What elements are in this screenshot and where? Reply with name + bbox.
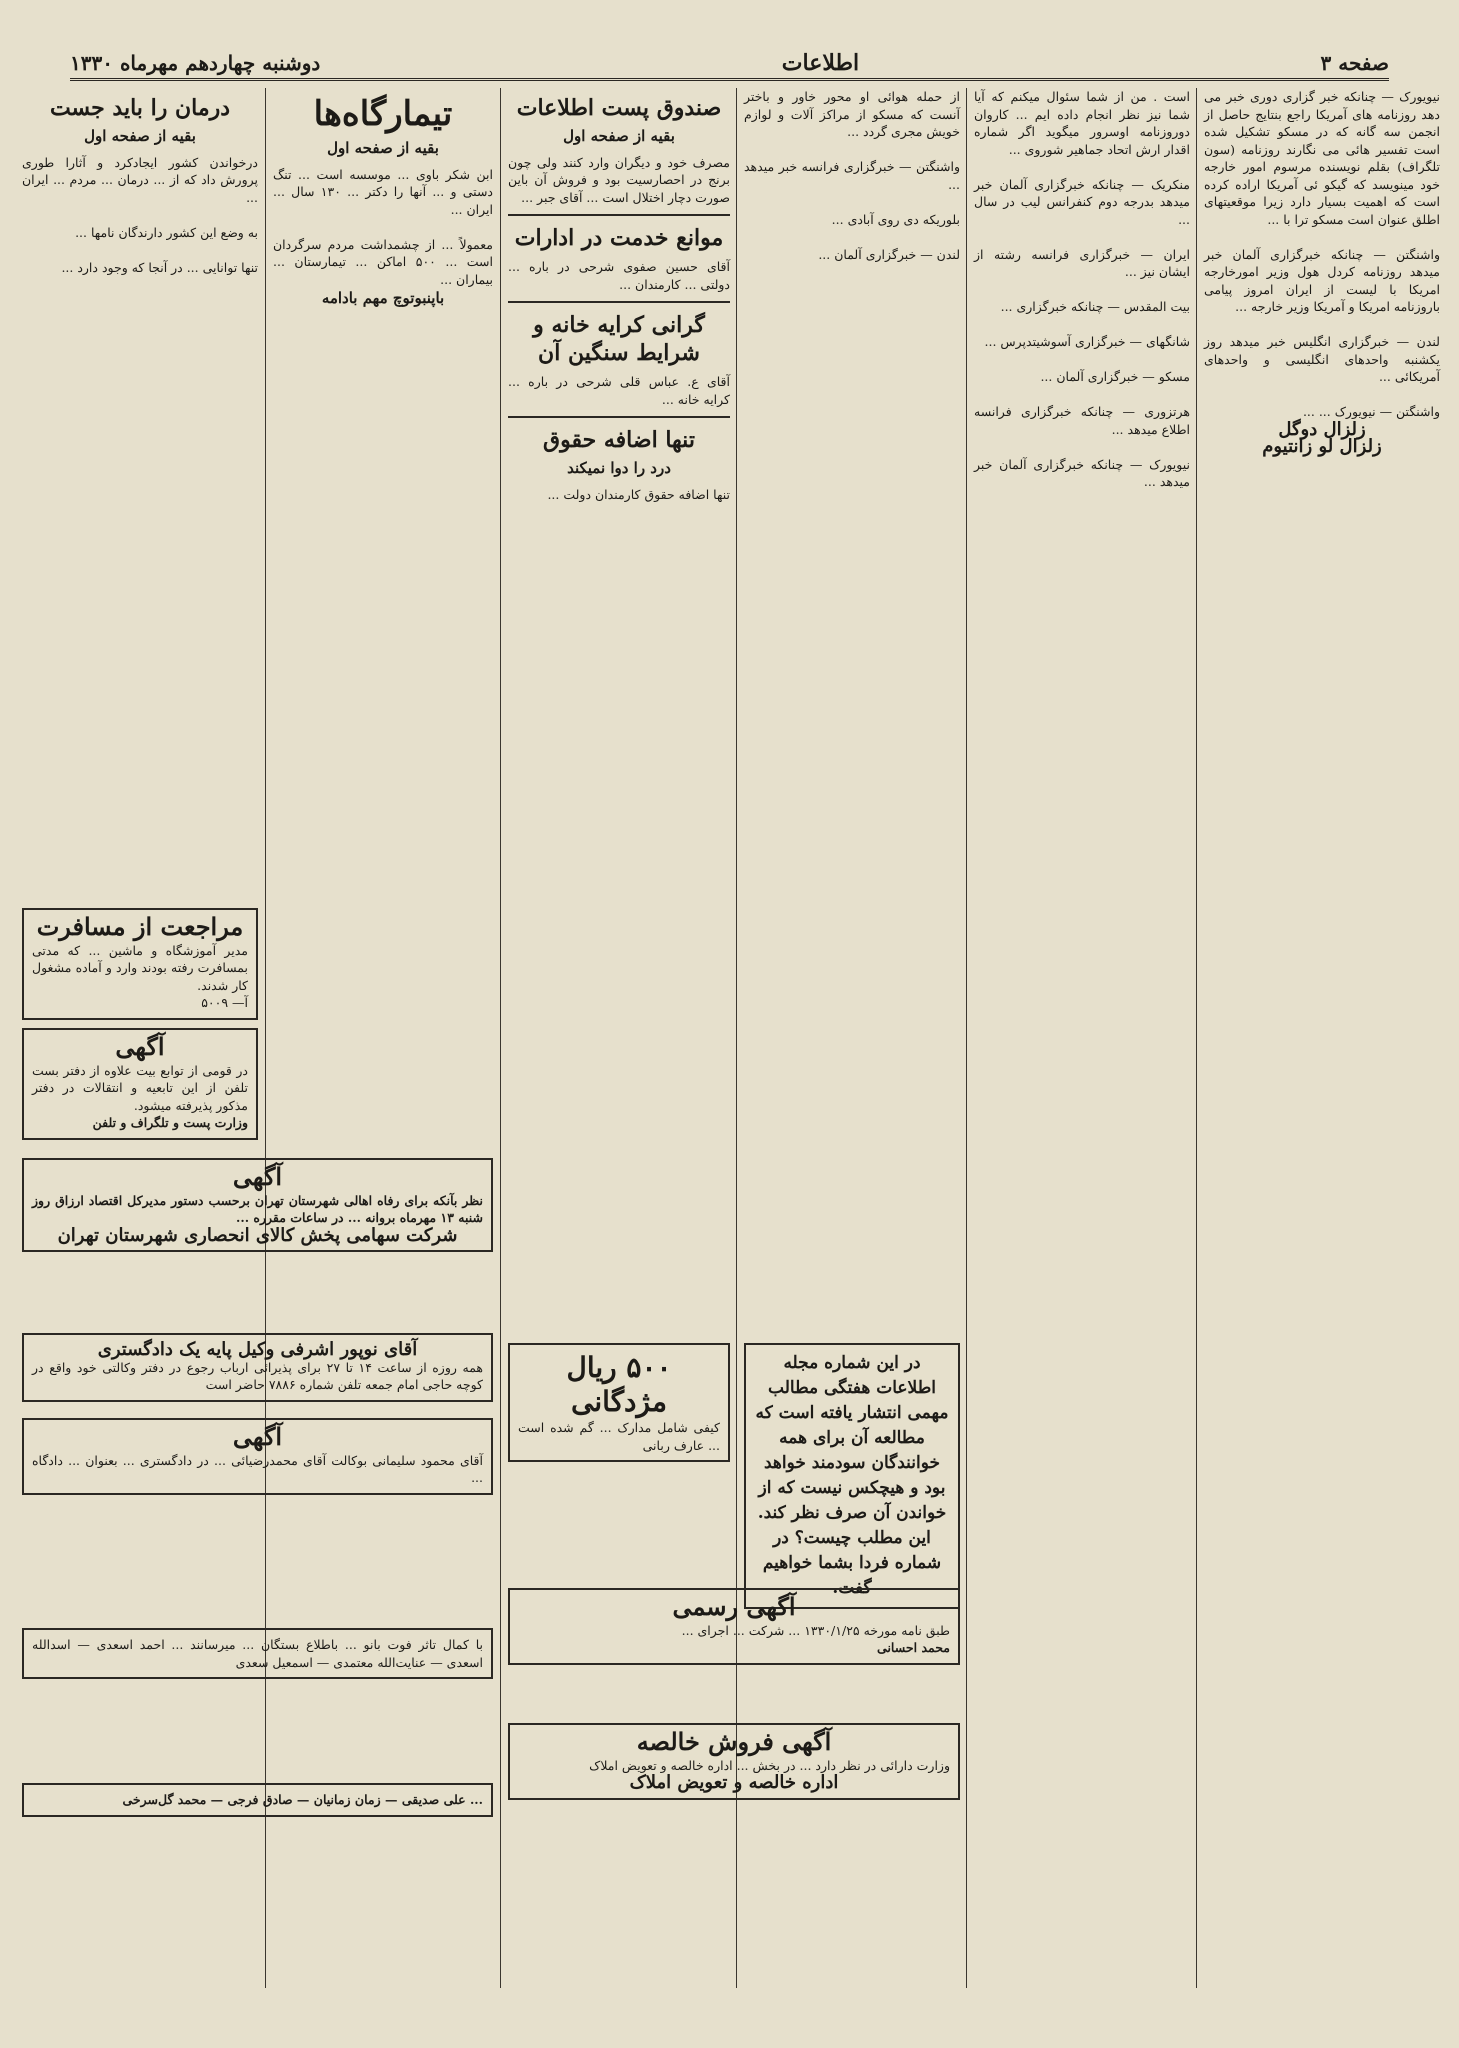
cure-column	[22, 88, 258, 893]
pay-text: تنها اضافه حقوق کارمندان دولت ...	[547, 486, 730, 502]
reward-text: کیفی شامل مدارک ... گم شده است ... عارف ربانی	[514, 1420, 720, 1453]
sale-foot: اداره خالصه و تعویض املاک	[629, 1772, 839, 1793]
mailbox-text: مصرف خود و دیگران وارد کنند ولی چون برنج در احصارسیت بود و فروش آن باین صورت دچار اختلال است ... آقای جبر ...	[504, 154, 730, 205]
lawyer-notice	[22, 1325, 493, 1405]
rent-text: آقای ع. عباس قلی شرحی در باره ... کرایه خانه ...	[504, 374, 730, 407]
reward-title: ۵۰۰ ریال مژدگانی	[566, 1351, 672, 1418]
cure-sub: بقیه از صفحه اول	[84, 127, 196, 145]
sale-title: آگهی فروش خالصه	[636, 1727, 832, 1756]
cure-title: درمان را باید جست	[49, 95, 231, 121]
column-rule	[1196, 88, 1197, 1988]
hospitals-foot: باپنبوتوچ مهم بادامه	[321, 289, 445, 307]
ad1-title: آگهی	[115, 1032, 165, 1061]
ad3-box	[22, 1410, 493, 1615]
banner-text: نظر بآنکه برای رفاه اهالی شهرستان تهران برحسب دستور مدیرکل اقتصاد ارزاق روز شنبه ۱۳ مهرماه بروانه ... در ساعات مقرره ...	[32, 1192, 483, 1225]
news-text: است . من از شما سئوال میکنم که آیا شما نیز نظر انجام داده ایم ... کاروان دوروزنامه اوسرور میگوید اگر شماره اقدار ارش اتحاد جماهیر شوروی ... منکریک — چنانکه خبرگزاری آلمان خبر میدهد بدرجه دوم کنفرانس لیب در سال ... ایران — خبرگزاری فرانسه رشته از ایشان نیز ... بیت المقدس — چنانکه خبرگزاری ... شانگهای — خبرگزاری آسوشیتدپرس ... مسکو — خبرگزاری آلمان ... هرتزوری — چنانکه خبرگزاری فرانسه اطلاع میدهد ... نیویورک — چنانکه خبرگزاری آلمان خبر میدهد ...	[974, 89, 1190, 489]
news-column-1	[1204, 88, 1440, 1988]
travel-box	[22, 900, 258, 1010]
magazine-text: در این شماره مجله اطلاعات هفتگی مطالب مهمی انتشار یافته است که مطالعه آن برای همه خوانندگان سودمند خواهد بود و هیچکس نیست که از خواندن آن صرف نظر کند. این مطلب چیست؟ در شماره فردا بشما خواهیم گفت.	[749, 1353, 949, 1598]
cure-text: درخواندن کشور ایجادکرد و آثارا طوری پرورش داد که از ... درمان ... مردم ... ایران ... به وضع این کشور دارندگان نامها ... تنها توانایی ... در آنجا که وجود دارد ...	[22, 154, 258, 275]
column-rule	[966, 88, 967, 1988]
mailbox-column	[504, 88, 730, 1328]
sale-box	[508, 1715, 960, 1895]
section-text: آقای حسین صفوی شرحی در باره ... دولتی ... کارمندان ...	[504, 259, 730, 292]
pay-title: تنها اضافه حقوق	[543, 427, 695, 453]
hospitals-column	[273, 88, 493, 1123]
pay-sub: درد را دوا نمیکند	[567, 459, 671, 477]
subhead: زلزال دوگل	[1278, 418, 1366, 440]
subhead: زلزال لو زانتیوم	[1262, 436, 1382, 457]
lawyer-title: آقای نوپور اشرفی وکیل پایه یک دادگستری	[97, 1339, 418, 1360]
official-foot: محمد احسانی	[877, 1640, 950, 1655]
ad4-text: با کمال تاثر فوت بانو ... باطلاع بستگان ... میرسانند ... احمد اسعدی — اسدالله اسعدی — عنایت‌الله معتمدی — اسمعیل سعدی	[32, 1637, 483, 1670]
ad1-box	[22, 1020, 258, 1140]
page-header	[70, 48, 1389, 81]
mailbox-title: صندوق پست اطلاعات	[516, 95, 722, 121]
mailbox-sub: بقیه از صفحه اول	[563, 127, 675, 145]
hospitals-sub: بقیه از صفحه اول	[327, 139, 439, 157]
magazine-box	[744, 1335, 960, 1598]
ad1-foot: وزارت پست و تلگراف و تلفن	[92, 1115, 248, 1130]
section-title: موانع خدمت در ادارات	[514, 225, 724, 251]
column-rule	[500, 88, 501, 1988]
ad5-box	[22, 1775, 493, 1895]
travel-title: مراجعت از مسافرت	[36, 912, 244, 941]
ad1-text: در قومی از توابع بیت علاوه از دفتر بست تلفن از این تابعیه و انتقالات در دفتر مذکور پذیرفته میشود.	[32, 1062, 248, 1113]
lawyer-text: همه روزه از ساعت ۱۴ تا ۲۷ برای پذیرائی ارباب رجوع در دفتر وکالتی خود واقع در کوچه حاجی امام جمعه تلفن شماره ۷۸۸۶ حاضر است	[32, 1359, 484, 1392]
banner-title: آگهی	[232, 1162, 283, 1191]
issue-date: دوشنبه چهاردهم مهرماه ۱۳۳۰	[70, 51, 321, 75]
ad3-title: آگهی	[232, 1422, 283, 1451]
rent-title: گرانی کرایه خانه و شرایط سنگین آن	[533, 312, 705, 366]
official-box	[508, 1580, 960, 1710]
official-title: آگهی رسمی	[672, 1592, 796, 1621]
reward-box	[508, 1335, 730, 1575]
news-column-3	[744, 88, 960, 1328]
newspaper-name: اطلاعات	[781, 50, 860, 76]
banner-foot: شرکت سهامی پخش کالای انحصاری شهرستان تهران	[57, 1224, 458, 1246]
travel-num: آ— ۵۰۰۹	[201, 995, 248, 1010]
news-text: نیویورک — چنانکه خبر گزاری دوری خبر می دهد روزنامه های آمریکا راجع بنتایج حاصل از انجمن سه گانه که در مسکو تشکیل شده است تفسیر هائی می نگارند روزنامه (سون تلگراف) بقلم نویسنده مرسوم امور خارجه خود مینویسد که گیکو ئی آمریکا اراده کرده است که اهمیت بسیار دارد زیرا موقعیتهای اطلق عنوان است مسکو ترا با ... واشنگتن — چنانکه خبرگزاری آلمان خبر میدهد روزنامه کردل هول وزیر امورخارجه امریکا با لیست از ایران امروز پیامی باروزنامه امریکا و آمریکا وزیر خارجه ... لندن — خبرگزاری انگلیس خبر میدهد روز یکشنبه واحدهای انگلیسی و واحدهای آمریکائی ... واشنگتن — نیویورک ... ...	[1204, 89, 1440, 419]
sale-text: وزارت دارائی در نظر دارد ... در بخش ... اداره خالصه و تعویض املاک	[589, 1757, 950, 1773]
banner-box	[22, 1150, 493, 1320]
news-text: از حمله هوائی او محور خاور و باختر آنست که مسکو از مراکز آلات و لوازم خویش مجری گردد ... واشنگتن — خبرگزاری فرانسه خبر میدهد ... بلوریکه دی روی آبادی ... لندن — خبرگزاری آلمان ...	[744, 89, 960, 262]
hospitals-title: تیمارگاه‌ها	[313, 94, 453, 134]
hospitals-text: ابن شکر باوی ... موسسه است ... تنگ دستی و ... آنها را دکتر ... ۱۳۰ سال ... ایران ... معمولاً ... از چشمداشت مردم سرگردان است ... ۵۰۰ اماکن ... تیمارستان ... بیماران ...	[273, 166, 493, 287]
ad4-box	[22, 1620, 493, 1770]
news-column-2	[974, 88, 1190, 1988]
page-number: صفحه ۳	[1320, 51, 1389, 75]
official-text: طبق نامه مورخه ۱۳۳۰/۱/۲۵ ... شرکت ... اجرای ...	[681, 1622, 950, 1638]
travel-text: مدیر آموزشگاه و ماشین ... که مدتی بمسافرت رفته بودند وارد و آماده مشغول کار شدند.	[32, 942, 248, 993]
ad3-text: آقای محمود سلیمانی بوکالت آقای محمدرضیائی ... در دادگستری ... بعنوان ... دادگاه ...	[32, 1452, 483, 1485]
ad5-text: ... علی صدیقی — زمان زمانیان — صادق فرجی — محمد گل‌سرخی	[122, 1792, 483, 1807]
